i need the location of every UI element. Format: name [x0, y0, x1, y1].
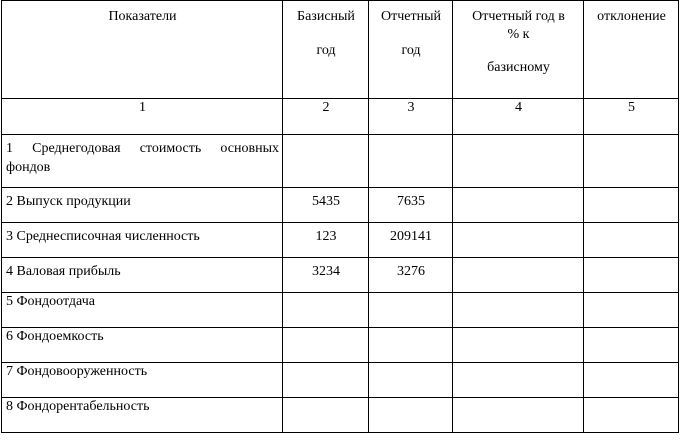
header-cell-indicators [2, 1, 283, 99]
report-value-cell: 7635 [369, 188, 453, 223]
deviation-value-cell [584, 188, 679, 223]
percent-value-cell [453, 398, 584, 433]
report-value-cell [369, 398, 453, 433]
row-label-cell [2, 135, 283, 188]
row-label-cell [2, 398, 283, 433]
deviation-value-cell [584, 135, 679, 188]
base-value-cell: 3234 [283, 258, 369, 293]
deviation-value-cell [584, 293, 679, 328]
table-row [2, 398, 679, 433]
base-value-cell [283, 363, 369, 398]
percent-value-cell [453, 293, 584, 328]
deviation-value-cell [584, 328, 679, 363]
percent-value-cell [453, 223, 584, 258]
header-text: Отчетный [381, 9, 441, 24]
column-number-cell: 1 [2, 99, 283, 135]
table-row [2, 223, 679, 258]
percent-value-cell [453, 188, 584, 223]
table-row [2, 188, 679, 223]
percent-value-cell [453, 363, 584, 398]
deviation-value-cell [584, 363, 679, 398]
row-label-cell [2, 363, 283, 398]
header-cell-deviation [584, 1, 679, 99]
header-text: Отчетный год в [472, 9, 565, 24]
table-row [2, 258, 679, 293]
row-label: 8 Фондорентабельность [6, 399, 150, 414]
table-row [2, 293, 679, 328]
row-label: 1 Среднегодовая стоимость основных [6, 141, 279, 156]
deviation-value-cell [584, 223, 679, 258]
header-row [2, 1, 679, 99]
column-number-cell: 4 [453, 99, 584, 135]
header-text: Показатели [108, 9, 177, 24]
report-value-cell [369, 328, 453, 363]
table-row [2, 363, 679, 398]
percent-value-cell [453, 258, 584, 293]
row-label-cell [2, 328, 283, 363]
header-text: % к [507, 27, 530, 42]
table-row [2, 328, 679, 363]
header-cell-report-year [369, 1, 453, 99]
indicators-table [1, 0, 679, 433]
row-label: 2 Выпуск продукции [6, 194, 131, 209]
header-text: год [401, 43, 421, 58]
row-label-cell [2, 293, 283, 328]
row-label-cell [2, 188, 283, 223]
row-label: 6 Фондоемкость [6, 329, 104, 344]
base-value-cell [283, 398, 369, 433]
column-number-cell: 3 [369, 99, 453, 135]
table-row [2, 135, 679, 188]
header-text: базисному [487, 60, 550, 75]
row-label: 7 Фондовооруженность [6, 364, 148, 379]
base-value-cell: 123 [283, 223, 369, 258]
header-cell-percent [453, 1, 584, 99]
report-value-cell [369, 135, 453, 188]
row-label: 5 Фондоотдача [6, 294, 95, 309]
row-label-cell [2, 223, 283, 258]
header-cell-base-year [283, 1, 369, 99]
row-label: фондов [6, 160, 51, 175]
header-text: Базисный [297, 9, 355, 24]
column-number-row [2, 99, 679, 135]
row-label-cell [2, 258, 283, 293]
report-value-cell [369, 363, 453, 398]
row-label: 4 Валовая прибыль [6, 264, 121, 279]
base-value-cell [283, 328, 369, 363]
header-text: год [316, 43, 336, 58]
base-value-cell [283, 135, 369, 188]
deviation-value-cell [584, 258, 679, 293]
percent-value-cell [453, 135, 584, 188]
report-value-cell: 3276 [369, 258, 453, 293]
report-value-cell [369, 293, 453, 328]
row-label: 3 Среднесписочная численность [6, 229, 200, 244]
column-number-cell: 5 [584, 99, 679, 135]
report-value-cell: 209141 [369, 223, 453, 258]
deviation-value-cell [584, 398, 679, 433]
base-value-cell [283, 293, 369, 328]
base-value-cell: 5435 [283, 188, 369, 223]
column-number-cell: 2 [283, 99, 369, 135]
header-text: отклонение [597, 9, 666, 24]
percent-value-cell [453, 328, 584, 363]
